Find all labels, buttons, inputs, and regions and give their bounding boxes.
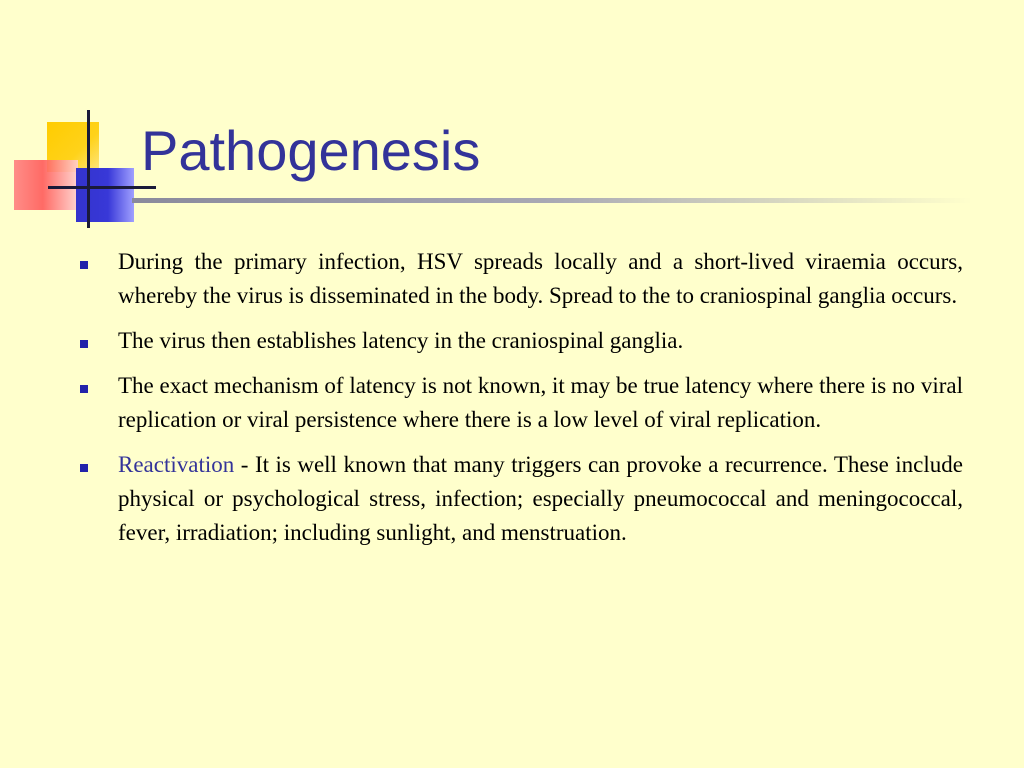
bullet-text: The virus then establishes latency in the craniospinal ganglia. (118, 328, 684, 353)
horizontal-line (48, 186, 156, 189)
blue-square-icon (76, 168, 134, 222)
reactivation-term: Reactivation (118, 452, 235, 477)
bullet-item (78, 245, 963, 313)
title-divider (132, 198, 972, 203)
bullet-item (78, 369, 963, 437)
bullet-item (78, 324, 963, 358)
bullet-square-icon (80, 464, 88, 472)
bullet-text: During the primary infection, HSV spreads locally and a short-lived viraemia occurs, whereby the virus is disseminated in the body. Spread to the to craniospinal ganglia occurs. (118, 249, 963, 308)
bullet-square-icon (80, 340, 88, 348)
bullet-square-icon (80, 261, 88, 269)
vertical-line (87, 110, 90, 228)
bullet-list (78, 245, 963, 561)
bullet-text: The exact mechanism of latency is not known, it may be true latency where there is no viral replication or viral persistence where there is a low level of viral replication. (118, 373, 963, 432)
bullet-square-icon (80, 385, 88, 393)
term-separator: - (234, 452, 255, 477)
slide-title: Pathogenesis (141, 119, 481, 182)
decorative-logo (0, 0, 150, 230)
bullet-item (78, 448, 963, 550)
bullet-text: It is well known that many triggers can provoke a recurrence. These include physical or psychological stress, infection; especially pneumococcal and meningococcal, fever, irradiation; including sunlight, and menstruation. (118, 452, 963, 545)
red-square-icon (14, 160, 78, 210)
